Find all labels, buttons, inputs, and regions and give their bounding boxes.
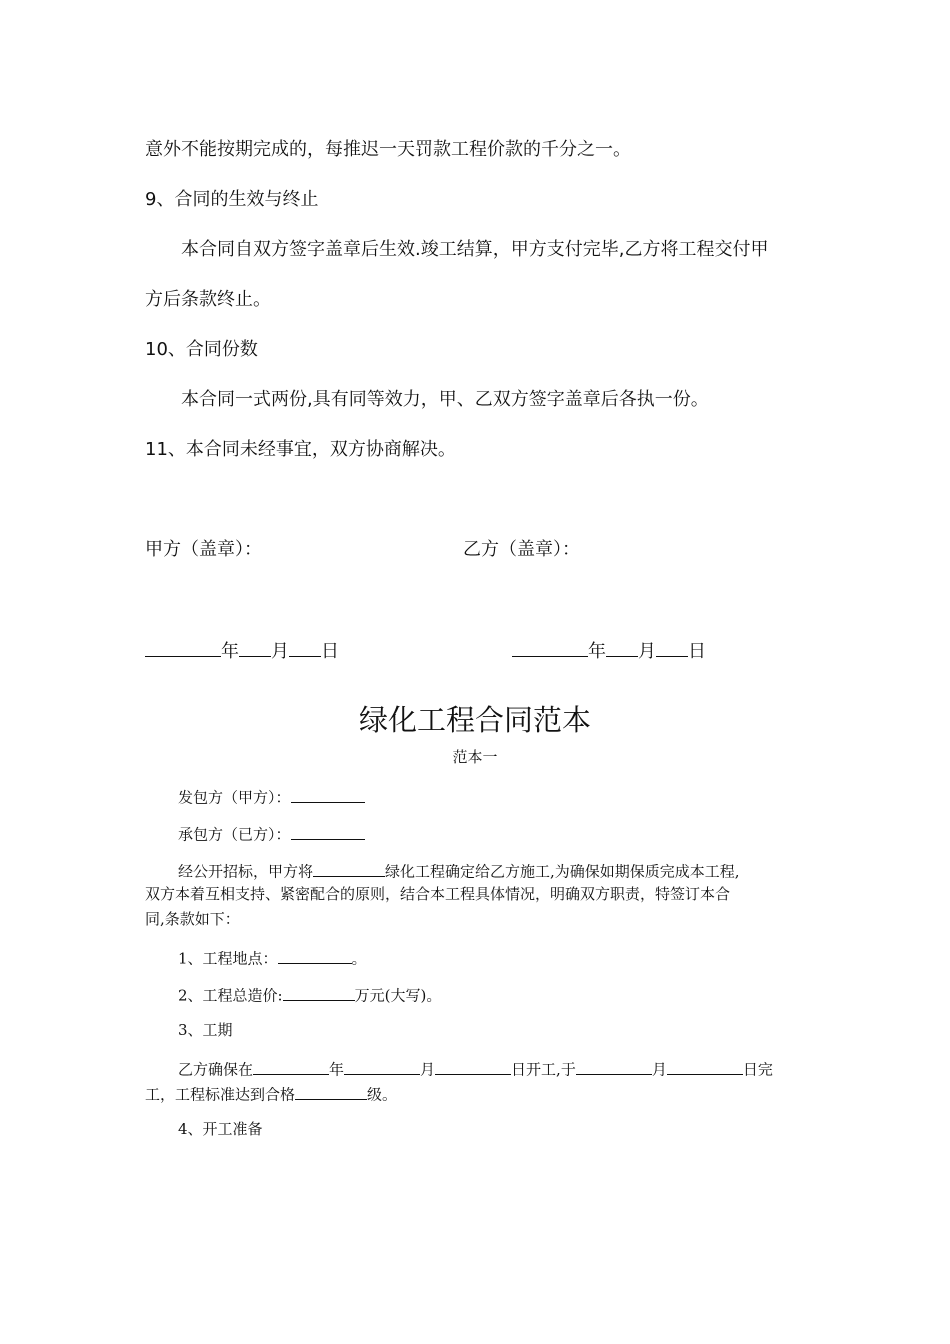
end-month-blank bbox=[576, 1060, 652, 1075]
contract-text-line: 意外不能按期完成的，每推迟一天罚款工程价款的千分之一。 bbox=[145, 139, 631, 160]
contractor-line bbox=[178, 825, 365, 843]
day-label: 日 bbox=[688, 641, 706, 663]
day-blank bbox=[656, 640, 688, 657]
intro-line-3: 同,条款如下： bbox=[145, 910, 240, 928]
day-blank bbox=[289, 640, 321, 657]
clause-10-heading: 10、合同份数 bbox=[145, 339, 258, 360]
month-label: 月 bbox=[638, 641, 656, 663]
clause-3-text-cont bbox=[145, 1085, 397, 1103]
end-day-label: 日完 bbox=[742, 1060, 773, 1079]
start-month-label: 月 bbox=[420, 1060, 436, 1079]
clause-1-line bbox=[178, 949, 367, 967]
location-blank bbox=[278, 949, 352, 964]
employer-blank bbox=[291, 788, 365, 803]
clause-2-end: 万元(大写)。 bbox=[354, 986, 442, 1005]
clause-3-heading: 3、工期 bbox=[178, 1021, 233, 1039]
clause-3-text-d: 级。 bbox=[367, 1085, 398, 1104]
start-month-blank bbox=[344, 1060, 420, 1075]
party-b-seal-label: 乙方（盖章）： bbox=[463, 539, 580, 560]
end-month-label: 月 bbox=[651, 1060, 667, 1079]
month-blank bbox=[239, 640, 271, 657]
day-label: 日 bbox=[321, 641, 339, 663]
start-day-label: 日开工,于 bbox=[511, 1060, 576, 1079]
start-year-label: 年 bbox=[329, 1060, 345, 1079]
year-blank bbox=[512, 640, 588, 657]
end-day-blank bbox=[667, 1060, 743, 1075]
party-a-seal-label: 甲方（盖章）： bbox=[145, 539, 262, 560]
year-label: 年 bbox=[588, 641, 606, 663]
month-label: 月 bbox=[271, 641, 289, 663]
party-a-date bbox=[145, 640, 339, 661]
party-b-date bbox=[512, 640, 706, 661]
project-name-blank bbox=[313, 862, 385, 877]
clause-9-text-cont: 方后条款终止。 bbox=[145, 289, 271, 310]
year-blank bbox=[145, 640, 221, 657]
clause-3-text-a: 乙方确保在 bbox=[178, 1060, 254, 1079]
contractor-label: 承包方（已方）： bbox=[178, 825, 291, 844]
employer-label: 发包方（甲方）： bbox=[178, 788, 291, 807]
clause-1-label: 1、工程地点： bbox=[178, 949, 278, 968]
intro-text-a: 经公开招标，甲方将 bbox=[178, 862, 314, 881]
clause-2-line bbox=[178, 986, 441, 1004]
clause-1-end: 。 bbox=[351, 949, 367, 968]
clause-3-text bbox=[178, 1060, 773, 1078]
intro-line-2: 双方本着互相支持、紧密配合的原则，结合本工程具体情况，明确双方职责，特签订本合 bbox=[145, 885, 731, 903]
year-label: 年 bbox=[221, 641, 239, 663]
clause-3-text-c: 工，工程标准达到合格 bbox=[145, 1085, 296, 1104]
clause-11-text: 11、本合同未经事宜，双方协商解决。 bbox=[145, 439, 456, 460]
grade-blank bbox=[295, 1085, 367, 1100]
month-blank bbox=[606, 640, 638, 657]
intro-text-b: 绿化工程确定给乙方施工,为确保如期保质完成本工程, bbox=[385, 862, 740, 881]
clause-9-heading: 9、合同的生效与终止 bbox=[145, 189, 319, 210]
clause-2-label: 2、工程总造价: bbox=[178, 986, 283, 1005]
start-day-blank bbox=[435, 1060, 511, 1075]
intro-line-1 bbox=[178, 862, 740, 880]
contractor-blank bbox=[291, 825, 365, 840]
clause-10-text: 本合同一式两份,具有同等效力，甲、乙双方签字盖章后各执一份。 bbox=[181, 389, 709, 410]
document-title: 绿化工程合同范本 bbox=[358, 703, 591, 737]
clause-4-heading: 4、开工准备 bbox=[178, 1120, 263, 1138]
clause-9-text: 本合同自双方签字盖章后生效.竣工结算，甲方支付完毕,乙方将工程交付甲 bbox=[181, 239, 769, 260]
document-subtitle: 范本一 bbox=[452, 748, 498, 766]
start-year-blank bbox=[253, 1060, 329, 1075]
price-blank bbox=[283, 986, 355, 1001]
employer-line bbox=[178, 788, 365, 806]
